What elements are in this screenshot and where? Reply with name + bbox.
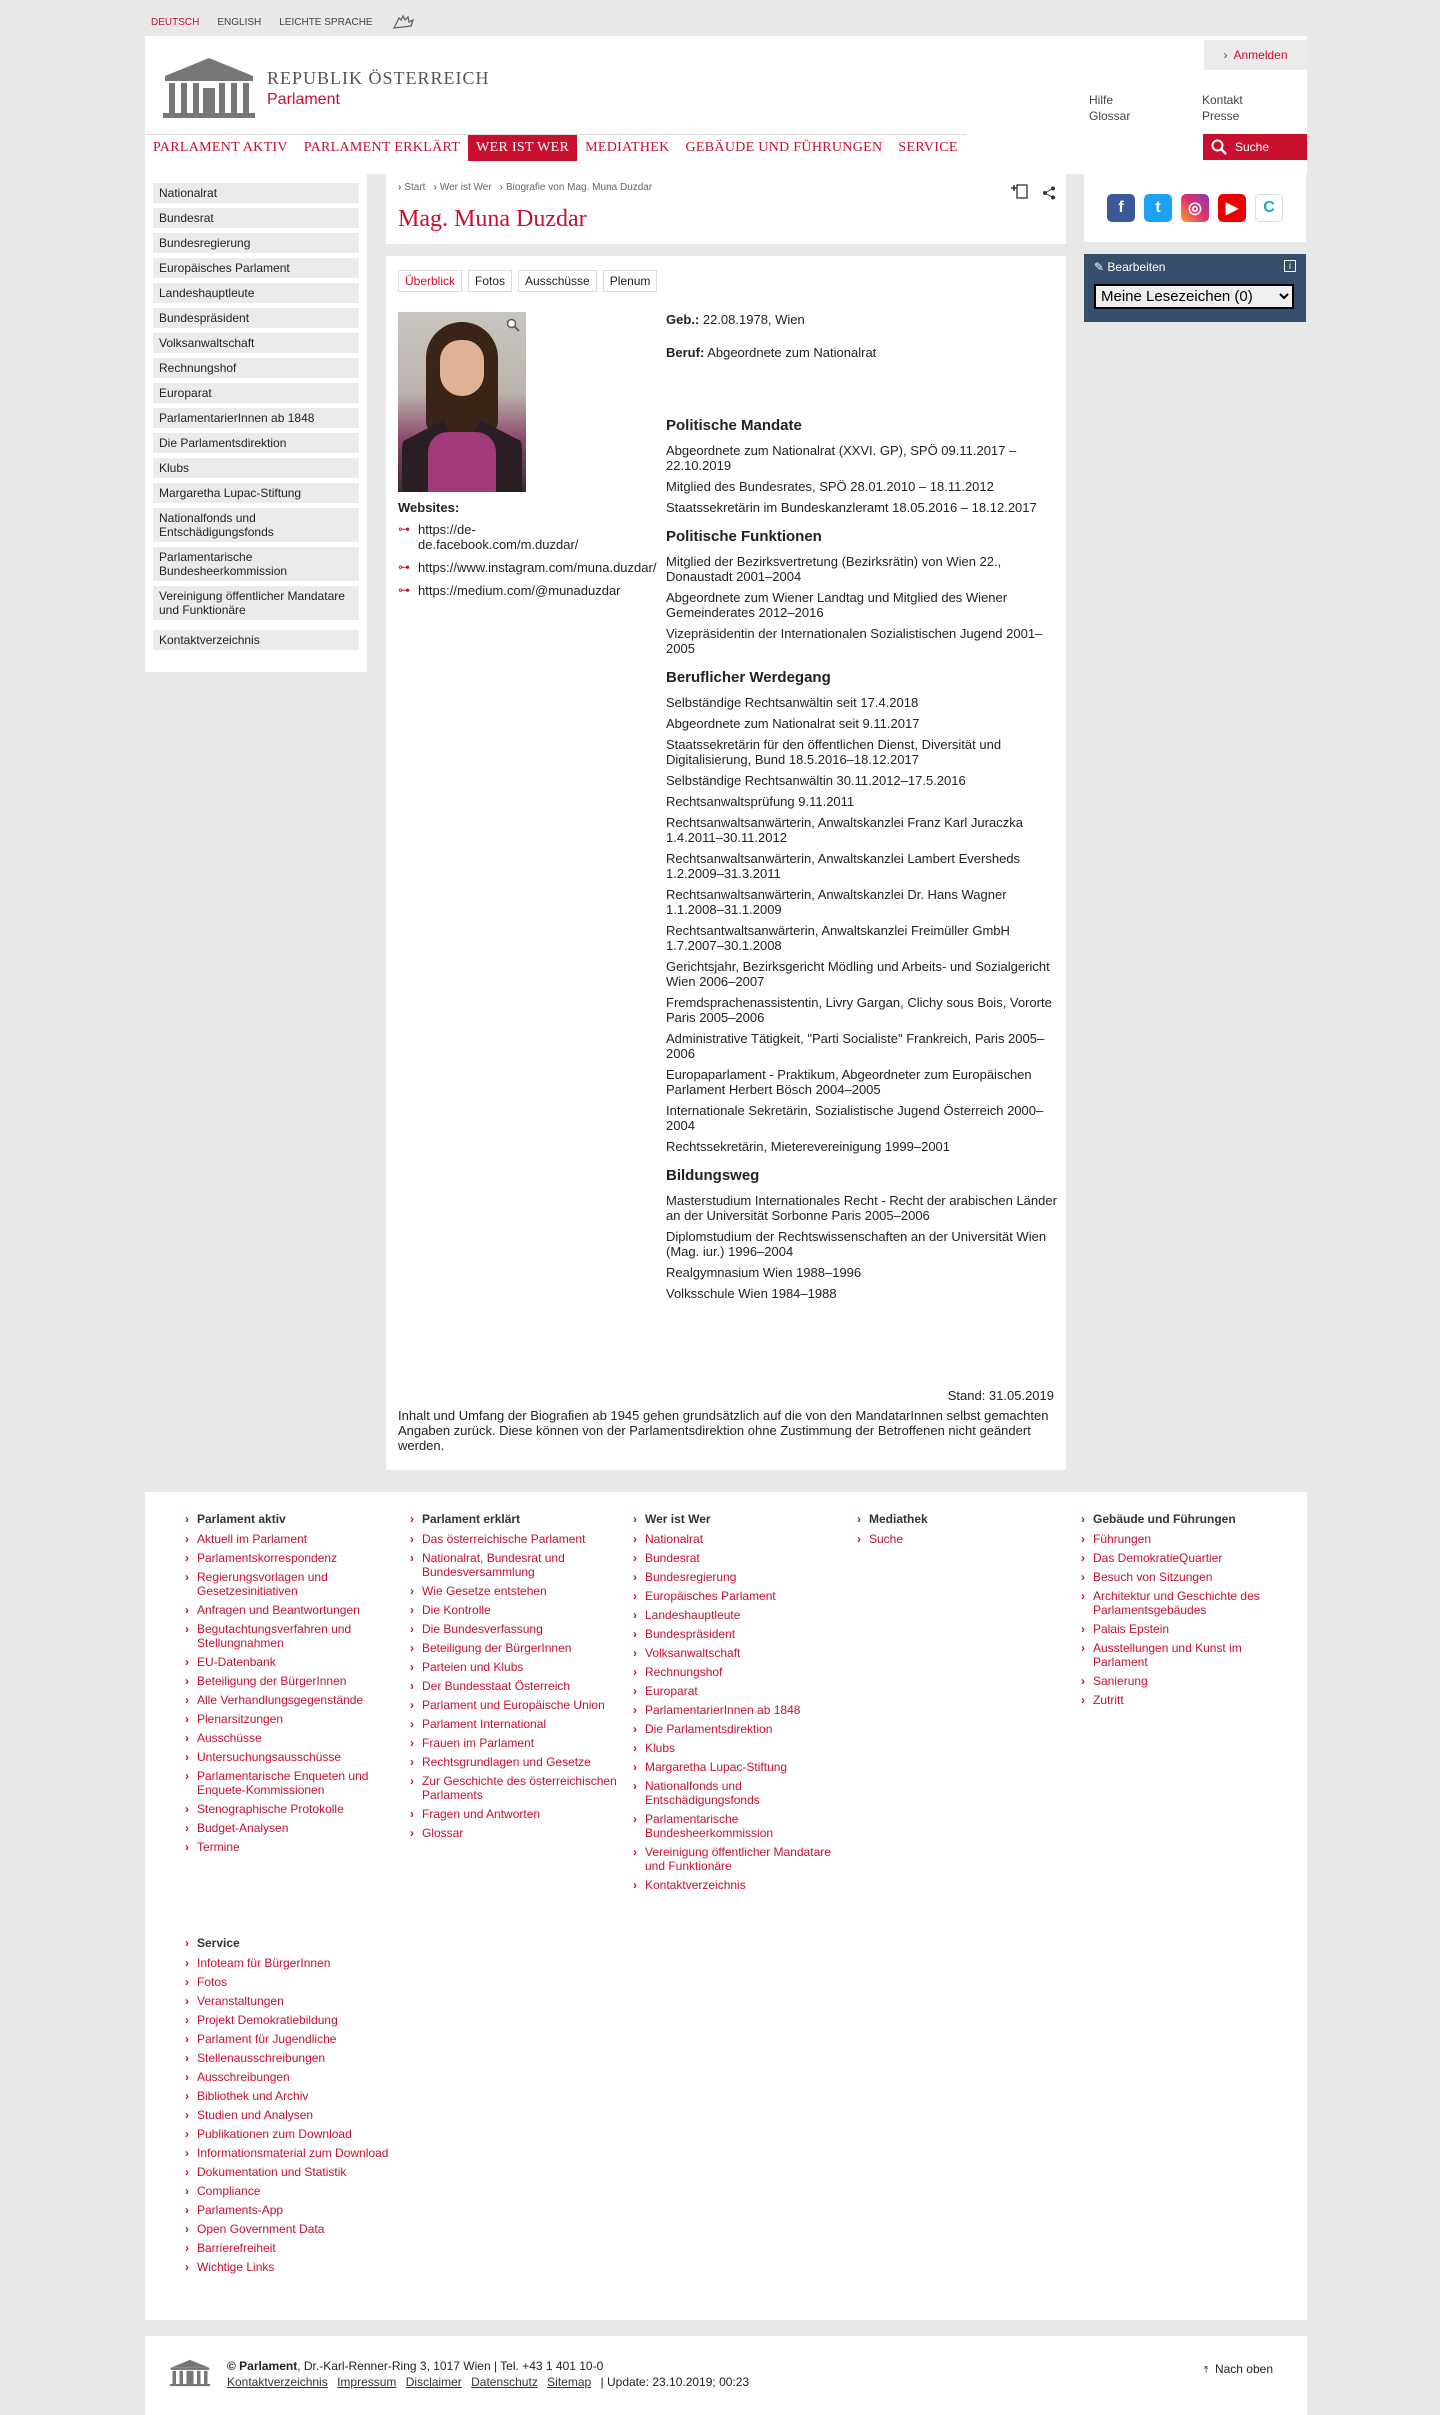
footer-link[interactable]: › Ausstellungen und Kunst im Parlament [1081,1641,1291,1669]
title-panel [386,174,1066,244]
footer-link[interactable]: › Wie Gesetze entstehen [410,1584,620,1598]
section-entry: Diplomstudium der Rechtswissenschaften an der Universität Wien (Mag. iur.) 1996–2004 [666,1229,1047,1259]
sidebar-item[interactable]: Europäisches Parlament [153,258,359,278]
footer-link[interactable]: › Parlament International [410,1717,620,1731]
footer-link[interactable]: › Palais Epstein [1081,1622,1291,1636]
parliament-small-icon [169,2358,211,2388]
footer-link[interactable]: › Fragen und Antworten [410,1807,620,1821]
nav-gebaeude[interactable]: GEBÄUDE UND FÜHRUNGEN [685,139,883,155]
footer-link[interactable]: › Parlament für Jugendliche [185,2032,395,2046]
search-icon [1211,139,1227,155]
site-header [145,36,1307,174]
footer-link[interactable]: › Landeshauptleute [633,1608,843,1622]
breadcrumb [398,182,652,193]
footer-heading[interactable]: › Parlament aktiv [185,1512,395,1526]
sidebar-item[interactable]: Margaretha Lupac-Stiftung [153,483,359,503]
edit-icon: ✎ [1094,260,1105,274]
app-icon[interactable]: C [1255,194,1283,222]
edit-label: Bearbeiten [1107,260,1166,274]
footer-link[interactable]: › Führungen [1081,1532,1291,1546]
footer-link[interactable]: › Die Bundesverfassung [410,1622,620,1636]
datenschutz-link[interactable]: Datenschutz [471,2375,538,2389]
nav-parlament-aktiv[interactable]: PARLAMENT AKTIV [153,139,288,155]
page-title: Mag. Muna Duzdar [398,206,587,232]
website-item [398,522,648,552]
bookmarks-select[interactable] [1094,284,1294,309]
section-entry: Rechtsanwaltsanwärterin, Anwaltskanzlei Dr. Hans Wagner 1.1.2008–31.1.2009 [666,887,1007,917]
occupation-info [666,345,1058,360]
footer-col-wer [633,1512,843,1897]
footer-link[interactable]: › Volksanwaltschaft [633,1646,843,1660]
nav-mediathek[interactable]: MEDIATHEK [585,139,670,155]
footer-link[interactable]: › Rechnungshof [633,1665,843,1679]
tab-fotos[interactable]: Fotos [468,270,512,292]
footer-sitemap [145,1492,1307,2320]
footer-link[interactable]: › Parlamentskorrespondenz [185,1551,395,1565]
footer-link[interactable]: › Plenarsitzungen [185,1712,395,1726]
sidebar-item[interactable]: Vereinigung öffentlicher Mandatare und Funktionäre [153,586,359,620]
footer-link[interactable]: › Fotos [185,1975,395,1989]
biography-details [666,312,1058,1307]
section-entry: Europaparlament - Praktikum, Abgeordneter zum Europäischen Parlament Herbert Bösch 2004–2005 [666,1067,1032,1097]
section-entry: Gerichtsjahr, Bezirksgericht Mödling und Arbeits- und Sozialgericht Wien 2006–2007 [666,959,1050,989]
brand-subtitle: Parlament [267,90,340,108]
section-entry: Volksschule Wien 1984–1988 [666,1286,837,1301]
footer-link[interactable]: › Stenographische Protokolle [185,1802,395,1816]
sidebar-item[interactable]: Klubs [153,458,359,478]
footer-link[interactable]: › Die Kontrolle [410,1603,620,1617]
footer-link[interactable]: › Wichtige Links [185,2260,395,2274]
sidebar-item[interactable]: Volksanwaltschaft [153,333,359,353]
birth-info [666,312,1058,327]
section-heading: Beruflicher Werdegang [666,669,831,686]
section-entry: Staatssekretärin im Bundeskanzleramt 18.05.2016 – 18.12.2017 [666,500,1037,515]
lang-leichte-sprache[interactable]: LEICHTE SPRACHE [279,16,373,28]
footer-link[interactable]: › Stellenausschreibungen [185,2051,395,2065]
search-label: Suche [1235,140,1270,154]
footer-link[interactable]: › Beteiligung der BürgerInnen [410,1641,620,1655]
presse-link[interactable]: Presse [1202,109,1240,123]
breadcrumb-current: › Biografie von Mag. Muna Duzdar [500,182,653,193]
footer-link[interactable]: › Alle Verhandlungsgegenstände [185,1693,395,1707]
help-links [1089,92,1130,124]
nav-service[interactable]: SERVICE [898,139,958,155]
tab-bar [398,270,657,292]
footer-link[interactable]: › Rechtsgrundlagen und Gesetze [410,1755,620,1769]
lang-deutsch[interactable]: DEUTSCH [151,16,200,28]
section-entry: Realgymnasium Wien 1988–1996 [666,1265,862,1280]
sidebar-item[interactable]: Bundesregierung [153,233,359,253]
footer-link[interactable]: › Frauen im Parlament [410,1736,620,1750]
glossar-link[interactable]: Glossar [1089,109,1131,123]
biography-panel [386,256,1066,1470]
footer-link[interactable]: › Kontaktverzeichnis [633,1878,843,1892]
edit-header [1094,260,1296,274]
footer-link[interactable]: › Zutritt [1081,1693,1291,1707]
section-heading: Politische Funktionen [666,528,822,545]
section-entry: Selbständige Rechtsanwältin 30.11.2012–17.5.2016 [666,773,966,788]
footer-link[interactable]: › Informationsmaterial zum Download [185,2146,395,2160]
main-navigation [145,134,966,160]
footer-link[interactable]: › Das österreichische Parlament [410,1532,620,1546]
footer-heading[interactable]: › Wer ist Wer [633,1512,843,1526]
footer-link[interactable]: › Open Government Data [185,2222,395,2236]
twitter-icon[interactable]: t [1144,194,1172,222]
footer-col-erklaert [410,1512,620,1845]
sidebar-item[interactable]: Nationalfonds und Entschädigungsfonds [153,508,359,542]
footer-heading[interactable]: › Service [185,1936,395,1950]
footer-link[interactable]: › Barrierefreiheit [185,2241,395,2255]
kontaktverzeichnis-link[interactable]: Kontaktverzeichnis [227,2375,328,2389]
nav-wer-ist-wer[interactable]: WER IST WER [468,135,577,161]
footer-heading[interactable]: › Parlament erklärt [410,1512,620,1526]
update-text: | Update: 23.10.2019; 00:23 [600,2375,750,2389]
footer-link[interactable]: › Regierungsvorlagen und Gesetzesinitiativen [185,1570,395,1598]
website-link-instagram[interactable]: https://www.instagram.com/muna.duzdar/ [418,560,657,575]
add-bookmark-icon[interactable] [1010,182,1030,200]
footer-col-mediathek [857,1512,1067,1551]
section-entry: Staatssekretärin für den öffentlichen Dienst, Diversität und Digitalisierung, Bund 18.5.2016–18.12.2017 [666,737,1002,767]
login-label: Anmelden [1233,48,1288,62]
footer-link[interactable]: › Nationalfonds und Entschädigungsfonds [633,1779,843,1807]
website-link-facebook[interactable]: https://de-de.facebook.com/m.duzdar/ [418,522,579,552]
section-entry: Rechtsantwaltsanwärterin, Anwaltskanzlei Freimüller GmbH 1.7.2007–30.1.2008 [666,923,1010,953]
sidebar-item[interactable]: Bundesrat [153,208,359,228]
external-link-icon: ⊶ [398,522,410,536]
sidebar-item[interactable]: Parlamentarische Bundesheerkommission [153,547,359,581]
footer-link[interactable]: › Ausschreibungen [185,2070,395,2084]
website-link-medium[interactable]: https://medium.com/@munaduzdar [418,583,621,598]
footer-link[interactable]: › Parteien und Klubs [410,1660,620,1674]
footer-col-aktiv [185,1512,395,1859]
footer-link[interactable]: › Studien und Analysen [185,2108,395,2122]
sidebar-item[interactable]: Kontaktverzeichnis [153,630,359,650]
footer-link[interactable]: › Parlaments-App [185,2203,395,2217]
section-entry: Vizepräsidentin der Internationalen Sozialistischen Jugend 2001–2005 [666,626,1043,656]
websites-label: Websites: [398,500,460,515]
address-text: , Dr.-Karl-Renner-Ring 3, 1017 Wien | Tel. +43 1 401 10-0 [297,2359,604,2373]
footer-link[interactable]: › Dokumentation und Statistik [185,2165,395,2179]
section-entry: Administrative Tätigkeit, "Parti Socialiste" Frankreich, Paris 2005–2006 [666,1031,1045,1061]
footer-link[interactable]: › Bundespräsident [633,1627,843,1641]
section-heading: Bildungsweg [666,1167,760,1184]
nav-parlament-erklaert[interactable]: PARLAMENT ERKLÄRT [303,139,461,155]
chevron-right-icon: › [1223,48,1228,62]
footer-link[interactable]: › Europarat [633,1684,843,1698]
footer-link[interactable]: › Die Parlamentsdirektion [633,1722,843,1736]
back-to-top-link[interactable] [1204,2362,1273,2376]
social-media-panel [1084,174,1306,242]
birth-value: 22.08.1978, Wien [702,312,805,327]
footer-link[interactable]: › Bundesregierung [633,1570,843,1584]
hilfe-link[interactable]: Hilfe [1089,93,1114,107]
back-to-top-label: Nach oben [1214,2362,1273,2376]
footer-link[interactable]: › Der Bundesstaat Österreich [410,1679,620,1693]
sidebar-item[interactable]: Bundespräsident [153,308,359,328]
disclaimer-link[interactable]: Disclaimer [405,2375,462,2389]
footer-link[interactable]: › Infoteam für BürgerInnen [185,1956,395,1970]
sidebar-item[interactable]: Rechnungshof [153,358,359,378]
section-entry: Abgeordnete zum Nationalrat (XXVI. GP), SPÖ 09.11.2017 – 22.10.2019 [666,443,1017,473]
footer-link[interactable]: › Untersuchungsausschüsse [185,1750,395,1764]
footer-link[interactable]: › Sanierung [1081,1674,1291,1688]
edit-panel [1084,254,1306,322]
footer-heading[interactable]: › Gebäude und Führungen [1081,1512,1291,1526]
footer-link[interactable]: › Begutachtungsverfahren und Stellungnahmen [185,1622,395,1650]
footer-link[interactable]: › Nationalrat, Bundesrat und Bundesversammlung [410,1551,620,1579]
footer-link[interactable]: › Glossar [410,1826,620,1840]
footer-link[interactable]: › Margaretha Lupac-Stiftung [633,1760,843,1774]
section-entry: Abgeordnete zum Wiener Landtag und Mitglied des Wiener Gemeinderates 2012–2016 [666,590,1008,620]
footer-link[interactable]: › ParlamentarierInnen ab 1848 [633,1703,843,1717]
footer-link[interactable]: › Klubs [633,1741,843,1755]
footer-link[interactable]: › Bundesrat [633,1551,843,1565]
login-button[interactable] [1204,40,1307,70]
sidebar-item[interactable]: Nationalrat [153,183,359,203]
section-entry: Masterstudium Internationales Recht - Recht der arabischen Länder an der Universität Sorbonne Paris 2005–2006 [666,1193,1057,1223]
copyright-label: © Parlament [227,2359,298,2373]
sidebar-item[interactable]: Europarat [153,383,359,403]
footer-link[interactable]: › Parlamentarische Bundesheerkommission [633,1812,843,1840]
edit-title [1094,260,1165,274]
brand-title: REPUBLIK ÖSTERREICH [267,67,490,88]
footer-link[interactable]: › Parlamentarische Enqueten und Enquete-Kommissionen [185,1769,395,1797]
search-button[interactable] [1203,134,1307,160]
section-entry: Mitglied der Bezirksvertretung (Bezirksrätin) von Wien 22., Donaustadt 2001–2004 [666,554,1002,584]
occupation-label: Beruf: [666,345,705,360]
section-entry: Rechtsanwaltsprüfung 9.11.2011 [666,794,855,809]
tab-plenum[interactable]: Plenum [603,270,658,292]
portrait-photo[interactable] [398,312,526,492]
section-heading: Politische Mandate [666,417,802,434]
footer-link[interactable]: › Aktuell im Parlament [185,1532,395,1546]
sidebar-item[interactable]: Landeshauptleute [153,283,359,303]
copyright-info [227,2358,749,2390]
footer-link[interactable]: › Beteiligung der BürgerInnen [185,1674,395,1688]
impressum-link[interactable]: Impressum [337,2375,397,2389]
external-link-icon: ⊶ [398,560,410,574]
stand-date: Stand: 31.05.2019 [947,1388,1054,1403]
footer-link[interactable]: › Publikationen zum Download [185,2127,395,2141]
disclaimer-note: Inhalt und Umfang der Biografien ab 1945 gehen grundsätzlich auf die von den MandatarInnen selbst gemachten Angaben zurück. Diese können von der Parlamentsdirektion ohne Zustimmung der Betroffenen nicht geändert werden. [398,1408,1049,1453]
section-entry: Rechtssekretärin, Mieterevereinigung 1999–2001 [666,1139,951,1154]
section-entry: Abgeordnete zum Nationalrat seit 9.11.2017 [666,716,920,731]
section-entry: Mitglied des Bundesrates, SPÖ 28.01.2010 – 18.11.2012 [666,479,994,494]
section-entry: Rechtsanwaltsanwärterin, Anwaltskanzlei Lambert Eversheds 1.2.2009–31.3.2011 [666,851,1021,881]
parlament-logo[interactable] [161,56,490,120]
info-icon[interactable]: i [1284,260,1296,272]
footer-link[interactable]: › Veranstaltungen [185,1994,395,2008]
bottom-bar [145,2336,1307,2415]
footer-link[interactable]: › Europäisches Parlament [633,1589,843,1603]
parliament-building-icon [161,56,257,120]
section-entry: Fremdsprachenassistentin, Livry Gargan, Clichy sous Bois, Vororte Paris 2005–2006 [666,995,1052,1025]
lang-english[interactable]: ENGLISH [217,16,262,28]
sidebar [145,174,367,672]
footer-heading[interactable]: › Mediathek [857,1512,1067,1526]
footer-col-gebaeude [1081,1512,1291,1712]
tab-ueberblick[interactable]: Überblick [398,270,462,292]
instagram-icon[interactable]: ◎ [1181,194,1209,222]
sidebar-item[interactable]: ParlamentarierInnen ab 1848 [153,408,359,428]
website-item [398,583,648,598]
footer-link[interactable]: › Bibliothek und Archiv [185,2089,395,2103]
section-entry: Selbständige Rechtsanwältin seit 17.4.2018 [666,695,919,710]
footer-link[interactable]: › Besuch von Sitzungen [1081,1570,1291,1584]
occupation-value: Abgeordnete zum Nationalrat [707,345,877,360]
footer-link[interactable]: › Architektur und Geschichte des Parlamentsgebäudes [1081,1589,1291,1617]
section-entry: Rechtsanwaltsanwärterin, Anwaltskanzlei Franz Karl Juraczka 1.4.2011–30.11.2012 [666,815,1023,845]
website-item [398,560,657,575]
footer-col-service [185,1936,395,2279]
footer-link[interactable]: › Projekt Demokratiebildung [185,2013,395,2027]
footer-link[interactable]: › Nationalrat [633,1532,843,1546]
footer-link[interactable]: › Compliance [185,2184,395,2198]
birth-label: Geb.: [666,312,700,327]
portrait-top [428,432,496,492]
section-entry: Internationale Sekretärin, Sozialistische Jugend Österreich 2000–2004 [666,1103,1044,1133]
footer-link[interactable]: › Das DemokratieQuartier [1081,1551,1291,1565]
breadcrumb-start[interactable]: › Start [398,182,425,193]
footer-link[interactable]: › Termine [185,1840,395,1854]
sitemap-link[interactable]: Sitemap [547,2375,592,2389]
facebook-icon[interactable]: f [1107,194,1135,222]
footer-link[interactable]: › Zur Geschichte des österreichischen Parlaments [410,1774,620,1802]
footer-link[interactable]: › Anfragen und Beantwortungen [185,1603,395,1617]
footer-link[interactable]: › Vereinigung öffentlicher Mandatare und Funktionäre [633,1845,843,1873]
language-bar [151,14,417,30]
breadcrumb-wer-ist-wer[interactable]: › Wer ist Wer [433,182,491,193]
sidebar-item[interactable]: Die Parlamentsdirektion [153,433,359,453]
zoom-icon[interactable] [506,318,520,332]
footer-link[interactable]: › Ausschüsse [185,1731,395,1745]
share-icon[interactable] [1042,186,1056,200]
youtube-icon[interactable]: ▶ [1218,194,1246,222]
footer-link[interactable]: › Budget-Analysen [185,1821,395,1835]
website-list [398,522,657,606]
arrow-up-icon: ⤒ [1203,2365,1209,2376]
footer-link[interactable]: › Suche [857,1532,1067,1546]
portrait-face [440,340,484,396]
tab-ausschuesse[interactable]: Ausschüsse [518,270,597,292]
kontakt-link[interactable]: Kontakt [1202,93,1243,107]
external-link-icon: ⊶ [398,583,410,597]
footer-link[interactable]: › Parlament und Europäische Union [410,1698,620,1712]
contact-links [1202,92,1243,124]
sign-language-icon[interactable] [391,14,417,30]
footer-link[interactable]: › EU-Datenbank [185,1655,395,1669]
